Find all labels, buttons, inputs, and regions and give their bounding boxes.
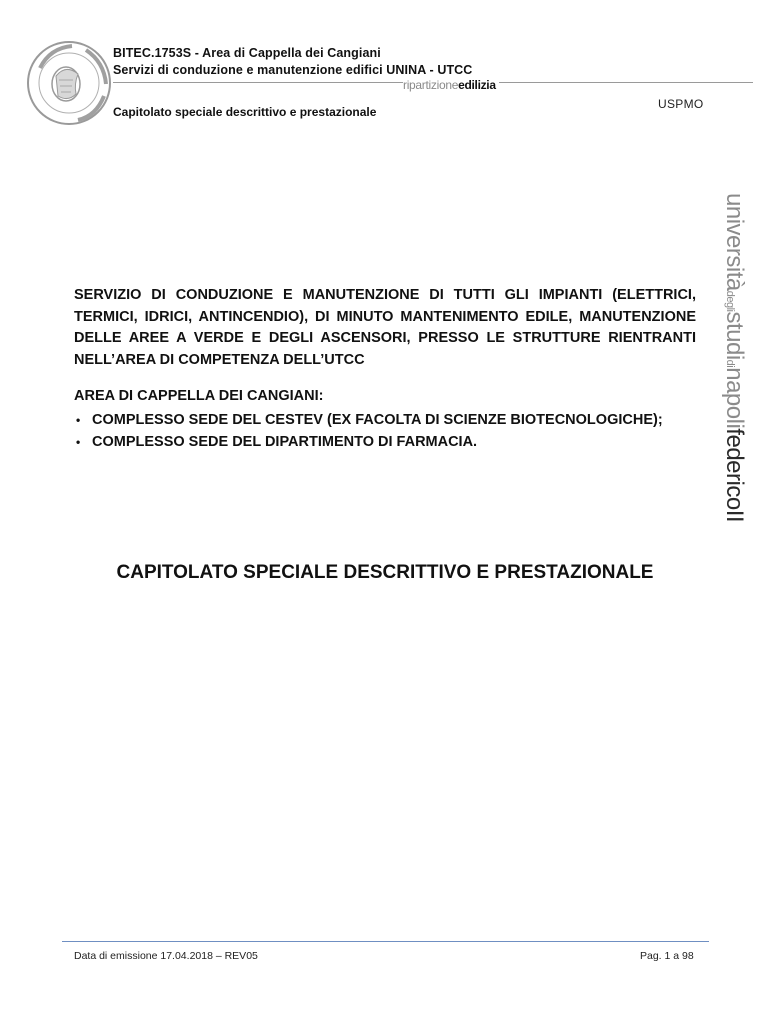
wordmark-ii: II bbox=[721, 509, 748, 523]
bullet-icon: • bbox=[76, 413, 81, 427]
footer-divider bbox=[62, 941, 709, 942]
list-item bbox=[74, 409, 663, 431]
list-item bbox=[74, 431, 663, 453]
document-main-title: CAPITOLATO SPECIALE DESCRITTIVO E PRESTAZIONALE bbox=[116, 562, 654, 583]
wordmark-degli: degli bbox=[724, 290, 736, 312]
header-office-code: USPMO bbox=[658, 97, 704, 111]
ripartizione-light-text: ripartizione bbox=[403, 78, 459, 92]
service-description-paragraph: SERVIZIO DI CONDUZIONE E MANUTENZIONE DI TUTTI GLI IMPIANTI (ELETTRICI, TERMICI, IDRICI, ANTINCENDIO), DI MINUTO MANTENIMENTO EDILE, MANUTENZIONE DELLE AREE A VERDE E DEGLI ASCENSORI, PRESSO LE STRUTTURE RIENTRANTI NELL’AREA DI COMPETENZA DELL’UTCC bbox=[74, 287, 696, 368]
wordmark-napoli: napoli bbox=[721, 367, 748, 429]
wordmark-universita: università bbox=[721, 193, 748, 291]
footer-issue-date: Data di emissione 17.04.2018 – REV05 bbox=[74, 950, 258, 962]
footer-page-number: Pag. 1 a 98 bbox=[640, 950, 694, 962]
university-vertical-wordmark bbox=[721, 193, 752, 533]
bullet-icon: • bbox=[76, 435, 81, 449]
wordmark-studi: studi bbox=[721, 311, 748, 360]
list-item-text: COMPLESSO SEDE DEL DIPARTIMENTO DI FARMACIA. bbox=[92, 434, 478, 450]
header-service-title: Servizi di conduzione e manutenzione edifici UNINA - UTCC bbox=[113, 63, 473, 77]
building-list bbox=[74, 409, 663, 453]
list-item-text: COMPLESSO SEDE DEL CESTEV (EX FACOLTA DI SCIENZE BIOTECNOLOGICHE); bbox=[92, 412, 663, 428]
wordmark-federico: federico bbox=[721, 428, 748, 510]
ripartizione-edilizia-label bbox=[403, 78, 499, 92]
area-heading: AREA DI CAPPELLA DEI CANGIANI: bbox=[74, 388, 324, 404]
header-project-code: BITEC.1753S - Area di Cappella dei Cangiani bbox=[113, 46, 381, 60]
header-document-type: Capitolato speciale descrittivo e prestazionale bbox=[113, 105, 377, 119]
wordmark-di: di bbox=[724, 359, 736, 368]
ripartizione-bold-text: edilizia bbox=[458, 78, 496, 92]
federicus-seal-logo bbox=[26, 40, 112, 126]
